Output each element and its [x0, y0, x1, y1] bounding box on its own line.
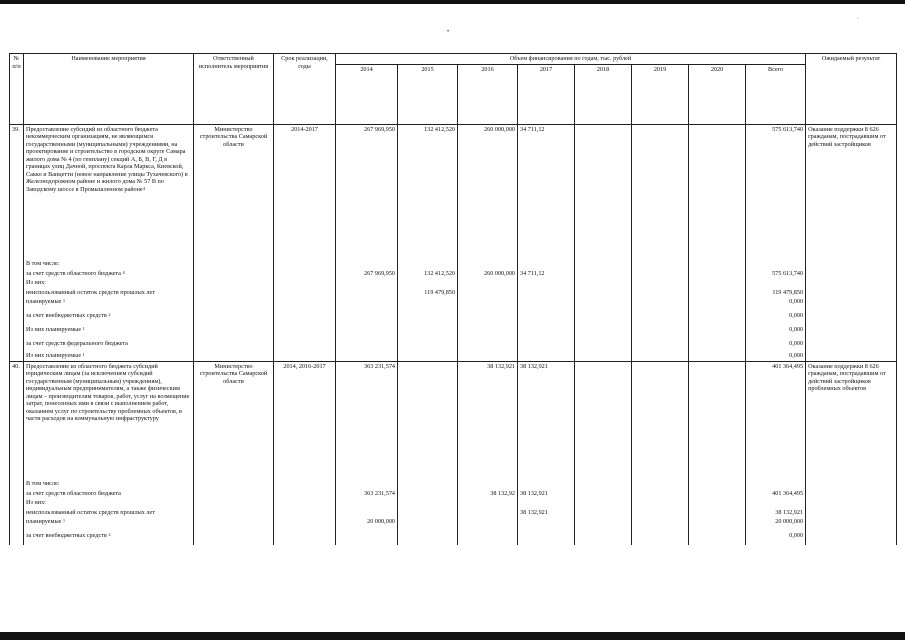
table-row [10, 517, 897, 531]
period: 2014, 2016-2017 [274, 361, 336, 479]
expected-result: Оказание поддержки 8 626 гражданам, пострадавшим от действий застройщиков [806, 124, 897, 259]
sub-label: неиспользованный остаток средств прошлых лет [24, 508, 194, 518]
value-2016: 260 000,000 [458, 269, 518, 279]
header-year: 2016 [458, 64, 518, 124]
sub-label: В том числе: [24, 479, 194, 489]
value-total: 0,000 [746, 297, 806, 311]
row-number: 40. [10, 361, 24, 479]
value-total: 401 364,495 [746, 361, 806, 479]
period: 2014-2017 [274, 124, 336, 259]
value-total: 0,000 [746, 311, 806, 325]
value-total: 0,000 [746, 339, 806, 351]
measure-name: Предоставление субсидий из областного бюджета некоммерческим организациям, не являющимся государственными (муниципальными) учреждениями, на проектирование и строительство в городском округе Самара жилого дома № 4 (по генплану) секций А, Б, В, Г, Д в границах улиц Дачной, проспекта Карла Маркса, Киевской, Сакко и Ванцетти (новое направление улицы Тухачевского) в Железнодорожном районе и жилого дома № 57 В по Заводскому шоссе в Промышленном районе$^4$ [24, 124, 194, 259]
header-year: 2020 [689, 64, 746, 124]
value-total: 0,000 [746, 531, 806, 545]
header-year: 2018 [575, 64, 632, 124]
table-row [10, 361, 897, 479]
value-2014: 20 000,000 [336, 517, 398, 531]
value-2014: 363 231,574 [336, 489, 398, 499]
value-total: 575 613,740 [746, 269, 806, 279]
header-executor: Ответственный исполнитель мероприятия [194, 54, 274, 125]
value-2014: 363 231,574 [336, 361, 398, 479]
value-total: 0,000 [746, 325, 806, 339]
value-2016: 38 132,92 [458, 489, 518, 499]
table-row [10, 508, 897, 518]
sub-label: за счет средств областного бюджета [24, 489, 194, 499]
header-funding: Объем финансирования по годам, тыс. рублей [336, 54, 806, 65]
row-number: 39. [10, 124, 24, 259]
table-row [10, 498, 897, 508]
header-year: 2017 [518, 64, 575, 124]
header-year: 2019 [632, 64, 689, 124]
sub-label: Из них планируемые $^1$ [24, 351, 194, 361]
scan-bottom-edge [0, 632, 905, 640]
measure-name: Предоставление из областного бюджета субсидий юридическим лицам (за исключением субсидий государственным (муниципальным) учреждениям), индивидуальным предпринимателям, а также физическим лицам – производителям товаров, работ, услуг на возмещение затрат, понесенных ими в связи с выполнением работ, оказанием услуг по строительству проблемных объектов, в части расходов на коммунальную инфраструктуру [24, 361, 194, 479]
value-total: 38 132,921 [746, 508, 806, 518]
sub-label: планируемые $^1$ [24, 517, 194, 531]
value-2015: 132 412,520 [398, 269, 458, 279]
value-total: 119 479,850 [746, 288, 806, 298]
header-year: 2015 [398, 64, 458, 124]
value-2017: 34 711,12 [518, 269, 575, 279]
header-result: Ожидаемый результат [806, 54, 897, 125]
value-2015: 132 412,520 [398, 124, 458, 259]
value-2014: 267 969,950 [336, 269, 398, 279]
value-2016: 38 132,921 [458, 361, 518, 479]
table-row [10, 339, 897, 351]
table-row [10, 351, 897, 361]
table-row [10, 489, 897, 499]
sub-label: Из них: [24, 278, 194, 288]
value-2016: 260 000,000 [458, 124, 518, 259]
header-num: № п/п [10, 54, 24, 125]
sub-label: за счет средств федерального бюджета [24, 339, 194, 351]
table-row [10, 531, 897, 545]
sub-label: В том числе: [24, 259, 194, 269]
header-name: Наименование мероприятия [24, 54, 194, 125]
header-period: Срок реализации, годы [274, 54, 336, 125]
header-year: 2014 [336, 64, 398, 124]
executor: Министерство строительства Самарской области [194, 361, 274, 479]
value-total: 0,000 [746, 351, 806, 361]
value-2017: 38 132,921 [518, 361, 575, 479]
sub-label: Из них планируемые $^1$ [24, 325, 194, 339]
sub-label: Из них: [24, 498, 194, 508]
value-2017: 38 132,921 [518, 508, 575, 518]
value-total: 575 613,740 [746, 124, 806, 259]
financing-table [9, 53, 897, 545]
value-2015: 119 479,850 [398, 288, 458, 298]
value-total: 20 000,000 [746, 517, 806, 531]
table-row [10, 311, 897, 325]
table-row [10, 297, 897, 311]
value-2017: 34 711,12 [518, 124, 575, 259]
table-row [10, 325, 897, 339]
sub-label: за счет внебюджетных средств $^2$ [24, 531, 194, 545]
table-row [10, 269, 897, 279]
header-year-total: Всего [746, 64, 806, 124]
sub-label: планируемые $^1$ [24, 297, 194, 311]
table-row [10, 278, 897, 288]
table-row [10, 124, 897, 259]
sub-label: за счет средств областного бюджета $^4$ [24, 269, 194, 279]
table-row [10, 479, 897, 489]
sub-label: за счет внебюджетных средств $^2$ [24, 311, 194, 325]
value-total: 401 364,495 [746, 489, 806, 499]
value-2017: 38 132,921 [518, 489, 575, 499]
executor: Министерство строительства Самарской области [194, 124, 274, 259]
table-row [10, 288, 897, 298]
scan-mark: • [447, 29, 450, 35]
scan-mark: · [857, 16, 859, 22]
value-2014: 267 969,950 [336, 124, 398, 259]
sub-label: неиспользованный остаток средств прошлых лет [24, 288, 194, 298]
table-row [10, 259, 897, 269]
scan-top-edge [0, 0, 905, 4]
expected-result: Оказание поддержки 8 626 гражданам, пострадавшим от действий застройщиков проблемных объектов [806, 361, 897, 479]
